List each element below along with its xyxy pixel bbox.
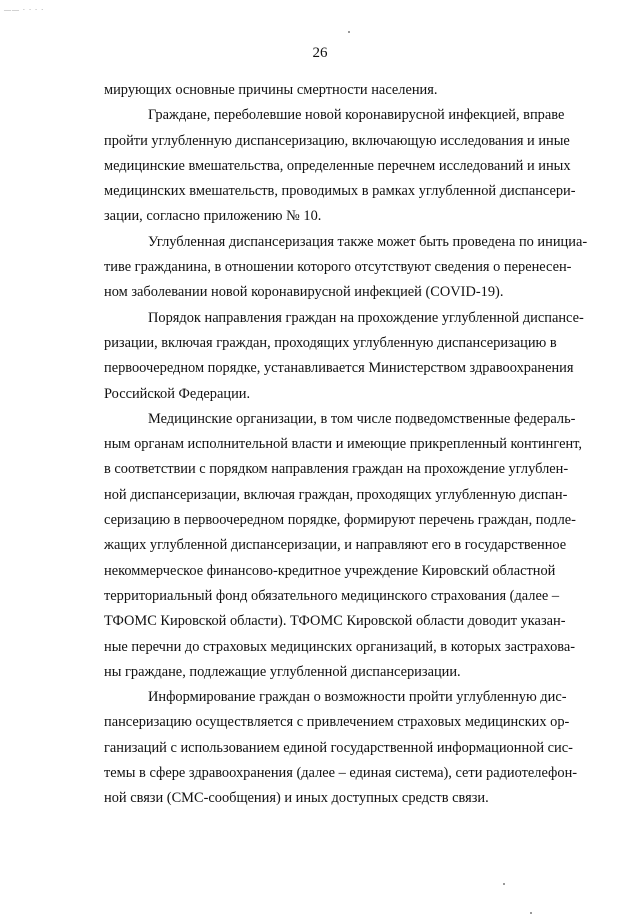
paragraph [104, 685, 578, 811]
text-line: мирующих основные причины смертности населения. [104, 82, 438, 98]
text-line: ны граждане, подлежащие углубленной диспансеризации. [104, 663, 461, 680]
text-line: ным органам исполнительной власти и имеющие прикрепленный контингент, [104, 436, 582, 453]
text-line: жащих углубленной диспансеризации, и направляют его в государственное [104, 537, 567, 554]
text-line: медицинских вмешательств, проводимых в рамках углубленной диспансери- [104, 183, 576, 200]
text-line: Информирование граждан о возможности пройти углубленную дис- [148, 689, 567, 706]
text-line: ТФОМС Кировской области). ТФОМС Кировской области доводит указан- [104, 613, 566, 630]
document-body [104, 78, 588, 812]
text-line: Медицинские организации, в том числе подведомственные федераль- [148, 410, 576, 427]
page-number: 26 [312, 45, 328, 61]
text-line: территориальный фонд обязательного медицинского страхования (далее – [104, 587, 560, 604]
text-line: пройти углубленную диспансеризацию, включающую исследования и иные [104, 132, 570, 149]
scan-speck [348, 31, 350, 33]
text-line: ной диспансеризации, включая граждан, проходящих углубленную диспан- [104, 486, 568, 503]
paragraph [104, 78, 536, 103]
text-line: серизацию в первоочередном порядке, формируют перечень граждан, подле- [104, 512, 576, 529]
text-line: Граждане, переболевшие новой коронавирусной инфекцией, вправе [148, 107, 565, 124]
scan-header-marks: —— · · · · [4, 6, 45, 14]
text-line: Порядок направления граждан на прохождение углубленной диспансе- [148, 309, 584, 326]
text-line: ризации, включая граждан, проходящих углубленную диспансеризацию в [104, 334, 557, 351]
text-line: темы в сфере здравоохранения (далее – единая система), сети радиотелефон- [104, 765, 578, 782]
text-line: некоммерческое финансово-кредитное учреждение Кировский областной [104, 562, 556, 579]
paragraph [104, 306, 584, 407]
paragraph [104, 407, 582, 685]
text-line: ганизаций с использованием единой государственной информационной сис- [104, 739, 573, 756]
paragraph [104, 103, 576, 229]
text-line: пансеризацию осуществляется с привлечением страховых медицинских ор- [104, 714, 570, 731]
text-line: ном заболевании новой коронавирусной инфекцией (COVID-19). [104, 284, 504, 301]
text-line: медицинские вмешательства, определенные перечнем исследований и иных [104, 157, 571, 174]
text-line: ные перечни до страховых медицинских организаций, в которых застрахова- [104, 638, 576, 655]
text-line: ной связи (СМС-сообщения) и иных доступных средств связи. [104, 790, 489, 807]
text-line: тиве гражданина, в отношении которого отсутствуют сведения о перенесен- [104, 259, 572, 276]
text-line: Российской Федерации. [104, 385, 251, 402]
paragraph [104, 230, 588, 306]
scan-speck [503, 883, 505, 885]
text-line: первоочередном порядке, устанавливается Министерством здравоохранения [104, 360, 574, 377]
text-line: зации, согласно приложению № 10. [104, 208, 322, 225]
text-line: Углубленная диспансеризация также может быть проведена по инициа- [148, 233, 588, 250]
text-line: в соответствии с порядком направления граждан на прохождение углублен- [104, 461, 569, 478]
